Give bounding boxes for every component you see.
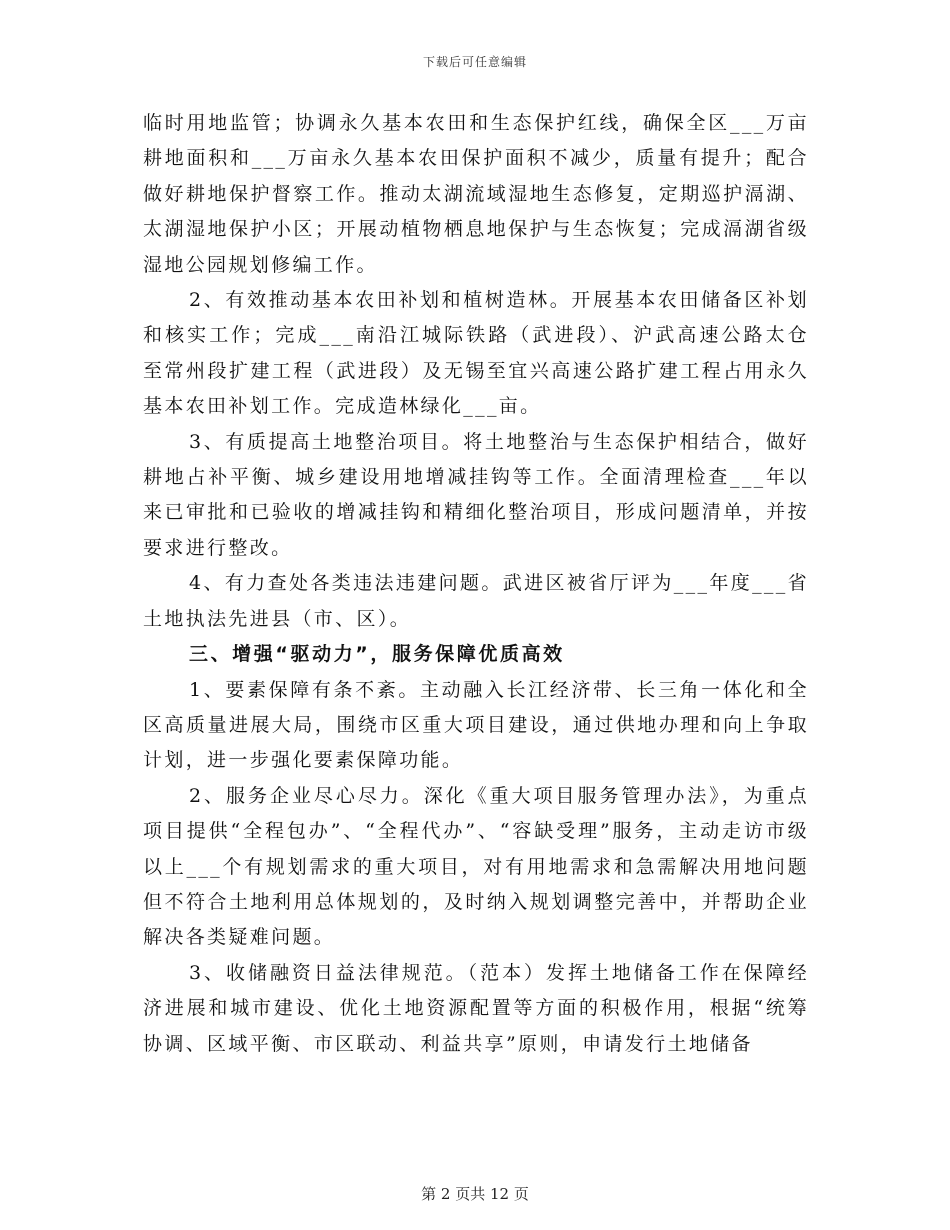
paragraph-item-4: 4、有力查处各类违法违建问题。武进区被省厅评为___年度___省土地执法先进县（市、区）。	[143, 572, 809, 630]
page-header: 下载后可任意编辑	[422, 55, 527, 69]
page-footer: 第 2 页共 12 页	[421, 1185, 529, 1203]
paragraph-section3-item-3: 3、收储融资日益法律规范。（范本）发挥土地储备工作在保障经济进展和城市建设、优化土地资源配置等方面的积极作用，根据“统筹协调、区域平衡、市区联动、利益共享”原则，申请发行土地储备	[143, 961, 809, 1055]
paragraph-continuation: 临时用地监管；协调永久基本农田和生态保护红线，确保全区___万亩耕地面积和___万亩永久基本农田保护面积不减少，质量有提升；配合做好耕地保护督察工作。推动太湖流域湿地生态修复，定期巡护滆湖、太湖湿地保护小区；开展动植物栖息地保护与生态恢复；完成滆湖省级湿地公园规划修编工作。	[143, 112, 809, 276]
document-body	[143, 106, 809, 1062]
paragraph-section3-item-1: 1、要素保障有条不紊。主动融入长江经济带、长三角一体化和全区高质量进展大局，围绕市区重大项目建设，通过供地办理和向上争取计划，进一步强化要素保障功能。	[143, 678, 809, 772]
paragraph-section3-item-2: 2、服务企业尽心尽力。深化《重大项目服务管理办法》，为重点项目提供“全程包办”、“全程代办”、“容缺受理”服务，主动走访市级以上___个有规划需求的重大项目，对有用地需求和急需解决用地问题但不符合土地利用总体规划的，及时纳入规划调整完善中，并帮助企业解决各类疑难问题。	[143, 784, 809, 949]
paragraph-item-3: 3、有质提高土地整治项目。将土地整治与生态保护相结合，做好耕地占补平衡、城乡建设用地增减挂钩等工作。全面清理检查___年以来已审批和已验收的增减挂钩和精细化整治项目，形成问题清单，并按要求进行整改。	[143, 430, 809, 559]
paragraph-item-2: 2、有效推动基本农田补划和植树造林。开展基本农田储备区补划和核实工作；完成___南沿江城际铁路（武进段）、沪武高速公路太仓至常州段扩建工程（武进段）及无锡至宜兴高速公路扩建工程占用永久基本农田补划工作。完成造林绿化___亩。	[143, 289, 809, 418]
section-heading: 三、增强“驱动力”，服务保障优质高效	[189, 643, 565, 666]
